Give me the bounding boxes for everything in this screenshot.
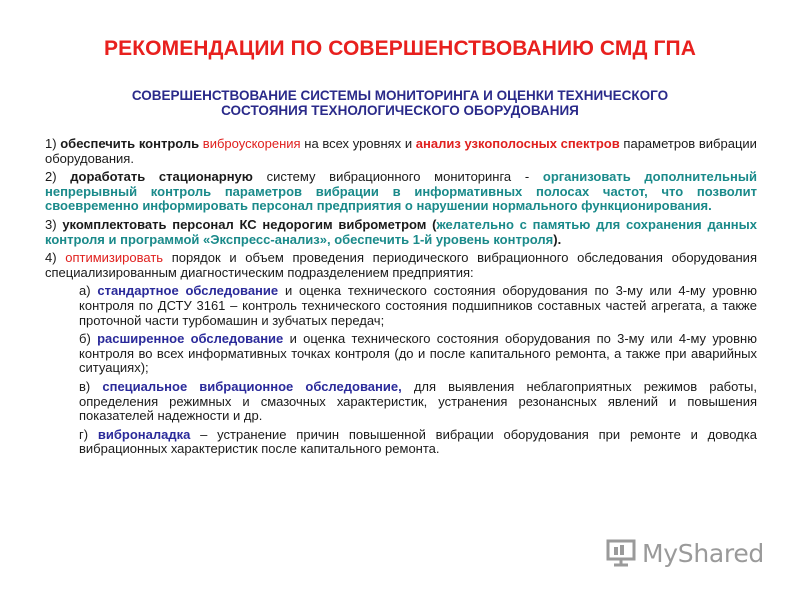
item-text: доработать стационарную (70, 169, 253, 185)
item-text: параметров вибрации оборудования. (45, 136, 757, 166)
sub-item-b (45, 332, 757, 376)
highlight-text: оптимизировать (65, 250, 164, 266)
slide-title: РЕКОМЕНДАЦИИ ПО СОВЕРШЕНСТВОВАНИЮ СМД ГПА (104, 37, 696, 60)
item-number: 2) (45, 169, 57, 185)
highlight-text: виброускорения (202, 136, 301, 151)
sub-item-g (45, 428, 757, 457)
list-item-1 (45, 137, 757, 166)
sub-item-heading: специальное вибрационное обследование, (102, 378, 402, 394)
subtitle-line-2: СОСТОЯНИЯ ТЕХНОЛОГИЧЕСКОГО ОБОРУДОВАНИЯ (221, 103, 579, 118)
item-text: укомплектовать персонал КС недорогим виброметром ( (62, 216, 437, 232)
myshared-logo (606, 538, 764, 568)
sub-item-text: и оценка технического состояния оборудования по 3-му или 4-му уровню контроля во всех информативных точках контроля (до и после капитального ремонта, а также при аварийных ситуациях); (79, 331, 757, 376)
sub-item-text: для выявления неблагоприятных режимов работы, определения режимных и смазочных характеристик, устранения резонансных явлений и повышения показателей надежности и др. (79, 378, 757, 424)
highlight-text: желательно с памятью для сохранения данных контроля и программой «Экспресс-анализ», обеспечить 1-й уровень контроля (45, 216, 757, 247)
subtitle-line-1: СОВЕРШЕНСТВОВАНИЕ СИСТЕМЫ МОНИТОРИНГА И ОЦЕНКИ ТЕХНИЧЕСКОГО (131, 88, 669, 103)
list-item-3 (45, 218, 757, 247)
sub-item-heading: стандартное обследование (97, 283, 279, 299)
sub-item-heading: виброналадка (97, 426, 191, 442)
sub-item-letter: б) (79, 331, 91, 347)
slide-subtitle (60, 88, 740, 118)
sub-item-v (45, 380, 757, 424)
item-number: 1) (45, 136, 57, 151)
item-text: порядок и объем проведения периодического вибрационного обследования оборудования специализированным диагностическим подразделением предприятия: (45, 250, 757, 280)
item-text: обеспечить контроль (60, 136, 200, 151)
list-item-2 (45, 170, 757, 214)
item-text: систему вибрационного мониторинга - (266, 169, 530, 185)
sub-item-a (45, 284, 757, 328)
sub-item-letter: в) (79, 378, 91, 394)
sub-item-heading: расширенное обследование (97, 331, 284, 347)
item-text: ). (553, 231, 562, 247)
sub-item-letter: а) (79, 283, 91, 299)
highlight-text: анализ узкополосных спектров (415, 136, 620, 151)
presentation-icon (606, 539, 636, 567)
sub-item-text: и оценка технического состояния оборудования по 3-му или 4-му уровню контроля по ДСТУ 3161 – контроль технического состояния подшипников составных частей агрегата, а также проточной части турбомашин и зубчатых передач; (79, 283, 757, 328)
item-number: 3) (45, 216, 57, 232)
highlight-text: организовать дополнительный непрерывный контроль параметров вибрации в информативных полосах частот, что позволит своевременно информировать персонал предприятия о нарушении нормального функционирования. (45, 169, 757, 214)
sub-item-text: – устранение причин повышенной вибрации оборудования при ремонте и доводка вибрационных характеристик после капитального ремонта. (79, 426, 757, 457)
item-number: 4) (45, 250, 57, 266)
sub-item-letter: г) (79, 426, 89, 442)
item-text: на всех уровнях и (304, 136, 413, 151)
logo-text: MyShared (642, 538, 764, 568)
recommendations-list (45, 137, 757, 461)
list-item-4 (45, 251, 757, 280)
